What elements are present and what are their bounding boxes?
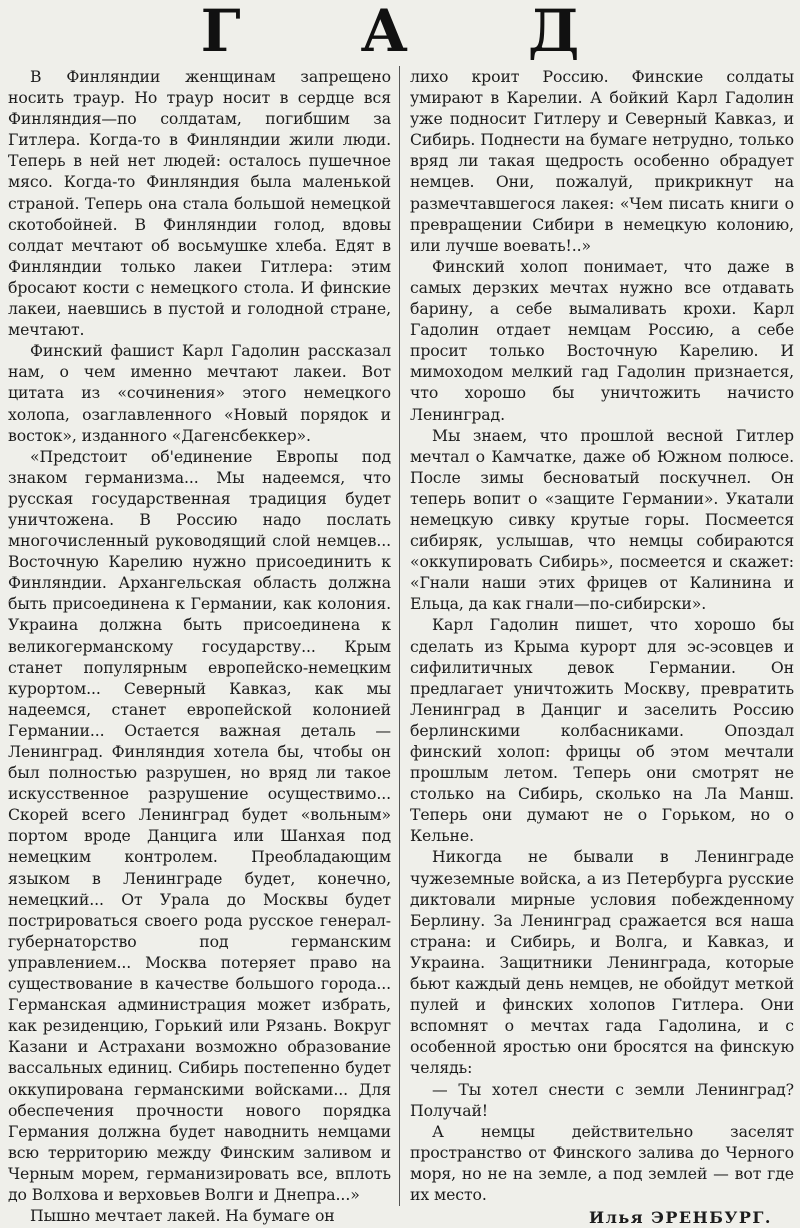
paragraph: Карл Гадолин пишет, что хорошо бы сделать из Крыма курорт для эс-эсовцев и сифилитичных девок Германии. Он предлагает уничтожить Москву, превратить Ленинград в Данциг и заселить Россию берлинскими колбасниками. Опоздал финский холоп: фрицы об этом мечтали прошлым летом. Теперь они смотрят не столько на Сибирь, сколько на Ла Манш. Теперь они думают не о Горьком, но о Кельне.	[410, 615, 794, 846]
paragraph-continued: лихо кроит Россию. Финские солдаты умирают в Карелии. А бойкий Карл Гадолин уже подносит Гитлеру и Северный Кавказ, и Сибирь. Поднести на бумаге нетрудно, только вряд ли такая щедрость особенно обрадует немцев. Они, пожалуй, прикрикнут на размечтавшегося лакея: «Чем писать книги о превращении Сибири в немецкую колонию, или лучше воевать!..»	[410, 67, 794, 255]
paragraph: Пышно мечтает лакей. На бумаге он	[30, 1206, 335, 1226]
left-column	[8, 66, 391, 1226]
paragraph: Мы знаем, что прошлой весной Гитлер мечтал о Камчатке, даже об Южном полюсе. После зимы бесноватый поскучнел. Он теперь вопит о «защите Германии». Укатали немецкую сивку крутые горы. Посмеется сибиряк, услышав, что немцы собираются «оккупировать Сибирь», посмеется и скажет: «Гнали наши этих фрицев от Калинина и Ельца, да как гнали—по-сибирски».	[410, 425, 794, 614]
right-column	[410, 66, 794, 1228]
quote-paragraph: «Предстоит об'единение Европы под знаком германизма... Мы надеемся, что русская государственная традиция будет уничтожена. В Россию надо послать многочисленный руководящий слой немцев... Восточную Карелию нужно присоединить к Финляндии. Архангельская область должна быть присоединена к Германии, как колония. Украина должна быть присоединена к великогерманскому государству... Крым станет популярным европейско-немецким курортом... Северный Кавказ, как мы надеемся, станет европейской колонией Германии... Остается важная деталь — Ленинград. Финляндия хотела бы, чтобы он был полностью разрушен, но вряд ли такое искусственное разрушение осуществимо... Скорей всего Ленинград будет «вольным» портом вроде Данцига или Шанхая под немецким контролем. Преобладающим языком в Ленинграде будет, конечно, немецкий... От Урала до Москвы будет пострироваться своего рода русское генерал-губернаторство под германским управлением... Москва потеряет право на существование в качестве большого города... Германская администрация может избрать, как резиденцию, Горький или Рязань. Вокруг Казани и Астрахани возможно образование вассальных единиц. Сибирь постепенно будет оккупирована германскими войсками... Для обеспечения прочности нового порядка Германия должна будет наводнить немцами всю территорию между Финским заливом и Черным морем, германизировать все, вплоть до Волхова и верховьев Волги и Днепра...»	[8, 446, 391, 1204]
paragraph: В Финляндии женщинам запрещено носить траур. Но траур носит в сердце вся Финляндия—по солдатам, погибшим за Гитлера. Когда-то в Финляндии жили люди. Теперь в ней нет людей: осталось пушечное мясо. Когда-то Финляндия была маленькой страной. Теперь она стала большой немецкой скотобойней. В Финляндии голод, вдовы солдат мечтают об восьмушке хлеба. Едят в Финляндии только лакеи Гитлера: этим бросают кости с немецкого стола. И финские лакеи, наевшись в пустой и голодной стране, мечтают.	[8, 67, 391, 340]
paragraph: Никогда не бывали в Ленинграде чужеземные войска, а из Петербурга русские диктовали мирные условия побежденному Берлину. За Ленинград сражается вся наша страна: и Сибирь, и Волга, и Кавказ, и Украина. Защитники Ленинграда, которые бьют каждый день немцев, не обойдут меткой пулей и финских холопов Гитлера. Они вспомнят о мечтах гада Гадолина, и с особенной яростью они бросятся на финскую челядь:	[410, 847, 794, 1078]
paragraph: — Ты хотел снести с земли Ленинград? Получай!	[410, 1079, 794, 1120]
article-title: ГАД	[200, 0, 700, 65]
paragraph: Финский холоп понимает, что даже в самых дерзких мечтах нужно все отдавать барину, а себе вымаливать крохи. Карл Гадолин отдает немцам Россию, а себе просит только Восточную Карелию. И мимоходом мелкий гад Гадолин признается, что хорошо бы уничтожить начисто Ленинград.	[410, 256, 794, 424]
paragraph: А немцы действительно заселят пространство от Финского залива до Черного моря, но не на земле, а под землей — вот где их место.	[410, 1121, 794, 1204]
author-signature: Илья ЭРЕНБУРГ.	[588, 1208, 772, 1228]
paragraph: Финский фашист Карл Гадолин рассказал нам, о чем именно мечтают лакеи. Вот цитата из «сочинения» этого немецкого холопа, озаглавленного «Новый порядок и восток», изданного «Дагенсбеккер».	[8, 341, 391, 445]
column-divider	[399, 66, 400, 1206]
